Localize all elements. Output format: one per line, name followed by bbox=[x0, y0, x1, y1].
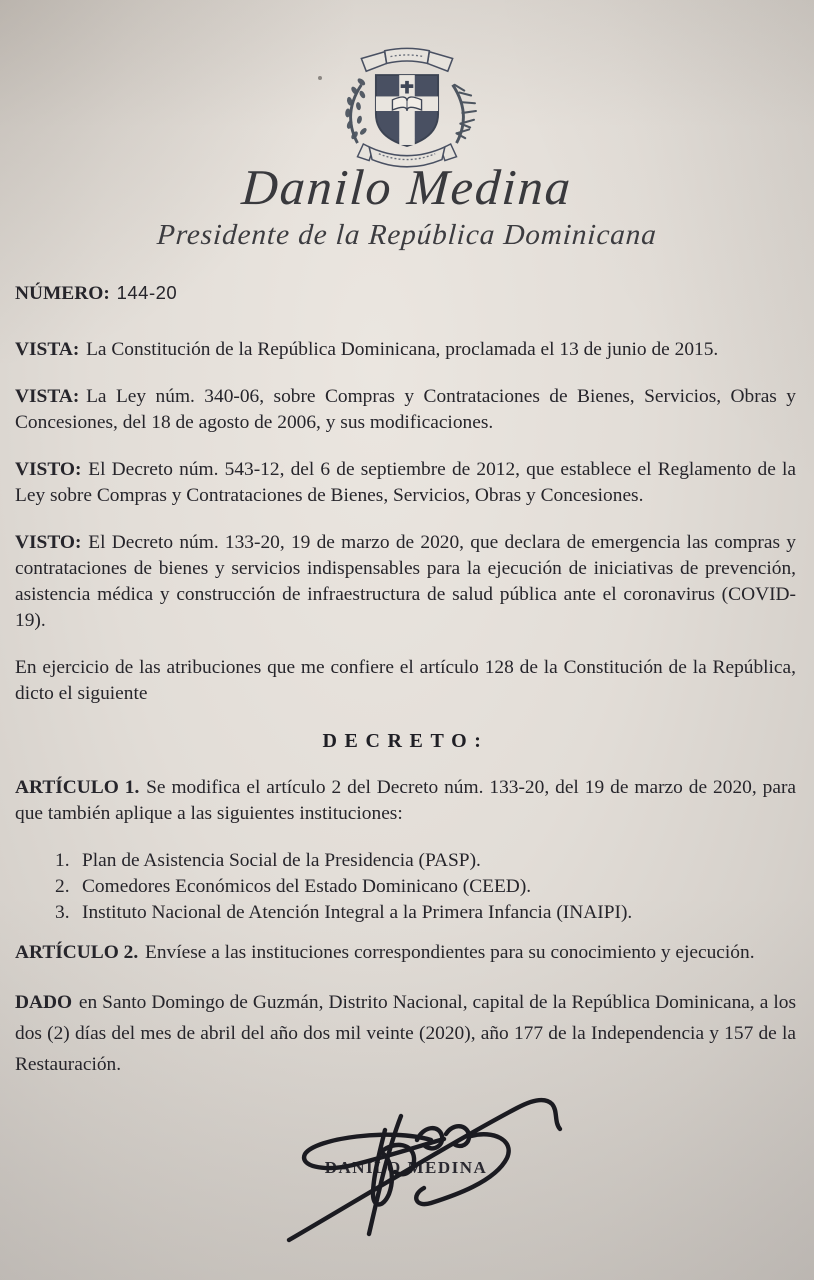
article2-paragraph bbox=[15, 940, 796, 966]
list-item-number: 3. bbox=[55, 902, 70, 923]
handwritten-signature bbox=[281, 1082, 577, 1258]
consideration-lead: VISTA: bbox=[15, 339, 80, 360]
decree-body bbox=[15, 280, 796, 1080]
preamble-paragraph: En ejercicio de las atribuciones que me confiere el artículo 128 de la Constitución de la República, dicto el siguiente bbox=[15, 657, 796, 704]
consideration-paragraph bbox=[15, 384, 796, 436]
signature-printed-name: DANILO MEDINA bbox=[324, 1158, 488, 1177]
article2-lead: ARTÍCULO 2. bbox=[15, 942, 139, 963]
list-item bbox=[55, 848, 796, 873]
consideration-text: La Ley núm. 340-06, sobre Compras y Contrataciones de Bienes, Servicios, Obras y Concesiones, del 18 de agosto de 2006, y sus modificaciones. bbox=[15, 386, 796, 433]
decree-number bbox=[15, 280, 796, 307]
article2-text: Envíese a las instituciones correspondientes para su conocimiento y ejecución. bbox=[145, 942, 755, 963]
list-item-text: Comedores Económicos del Estado Dominicano (CEED). bbox=[82, 876, 532, 897]
institutions-list bbox=[55, 848, 796, 925]
list-item-text: Plan de Asistencia Social de la Presidencia (PASP). bbox=[82, 850, 481, 871]
paper-speck bbox=[318, 76, 322, 80]
decree-number-label: NÚMERO: bbox=[15, 283, 110, 304]
list-item-number: 1. bbox=[55, 850, 70, 871]
consideration-text: El Decreto núm. 543-12, del 6 de septiembre de 2012, que establece el Reglamento de la Ley sobre Compras y Contrataciones de Bienes, Servicios, Obras y Concesiones. bbox=[15, 459, 796, 506]
consideration-text: La Constitución de la República Dominicana, proclamada el 13 de junio de 2015. bbox=[86, 339, 719, 360]
decree-heading: DECRETO: bbox=[322, 730, 489, 752]
list-item-number: 2. bbox=[55, 876, 70, 897]
letterhead-name: Danilo Medina bbox=[239, 159, 575, 215]
list-item bbox=[55, 900, 796, 925]
letterhead-title: Presidente de la República Dominicana bbox=[156, 219, 659, 251]
article1-lead: ARTÍCULO 1. bbox=[15, 777, 140, 798]
dado-text: en Santo Domingo de Guzmán, Distrito Nacional, capital de la República Dominicana, a los dos (2) días del mes de abril del año dos mil veinte (2020), año 177 de la Independencia y 157 de la Restauración. bbox=[15, 992, 796, 1075]
decree-number-value: 144-20 bbox=[116, 282, 178, 303]
consideration-lead: VISTO: bbox=[15, 459, 82, 480]
consideration-lead: VISTA: bbox=[15, 386, 80, 407]
consideration-paragraph bbox=[15, 337, 796, 363]
dado-block bbox=[15, 987, 796, 1080]
consideration-paragraph bbox=[15, 530, 796, 634]
article1-text: Se modifica el artículo 2 del Decreto núm. 133-20, del 19 de marzo de 2020, para que también aplique a las siguientes instituciones: bbox=[15, 777, 797, 824]
list-item bbox=[55, 874, 796, 899]
article1-paragraph bbox=[15, 775, 796, 827]
consideration-paragraph bbox=[15, 457, 796, 509]
dado-paragraph bbox=[15, 987, 796, 1080]
dado-lead: DADO bbox=[15, 992, 73, 1013]
consideration-text: El Decreto núm. 133-20, 19 de marzo de 2020, que declara de emergencia las compras y contrataciones de bienes y servicios indispensables para la ejecución de iniciativas de prevención, asistencia médica y construcción de infraestructura de salud pública ante el coronavirus (COVID-19). bbox=[15, 532, 796, 631]
list-item-text: Instituto Nacional de Atención Integral a la Primera Infancia (INAIPI). bbox=[82, 902, 633, 923]
consideration-lead: VISTO: bbox=[15, 532, 82, 553]
